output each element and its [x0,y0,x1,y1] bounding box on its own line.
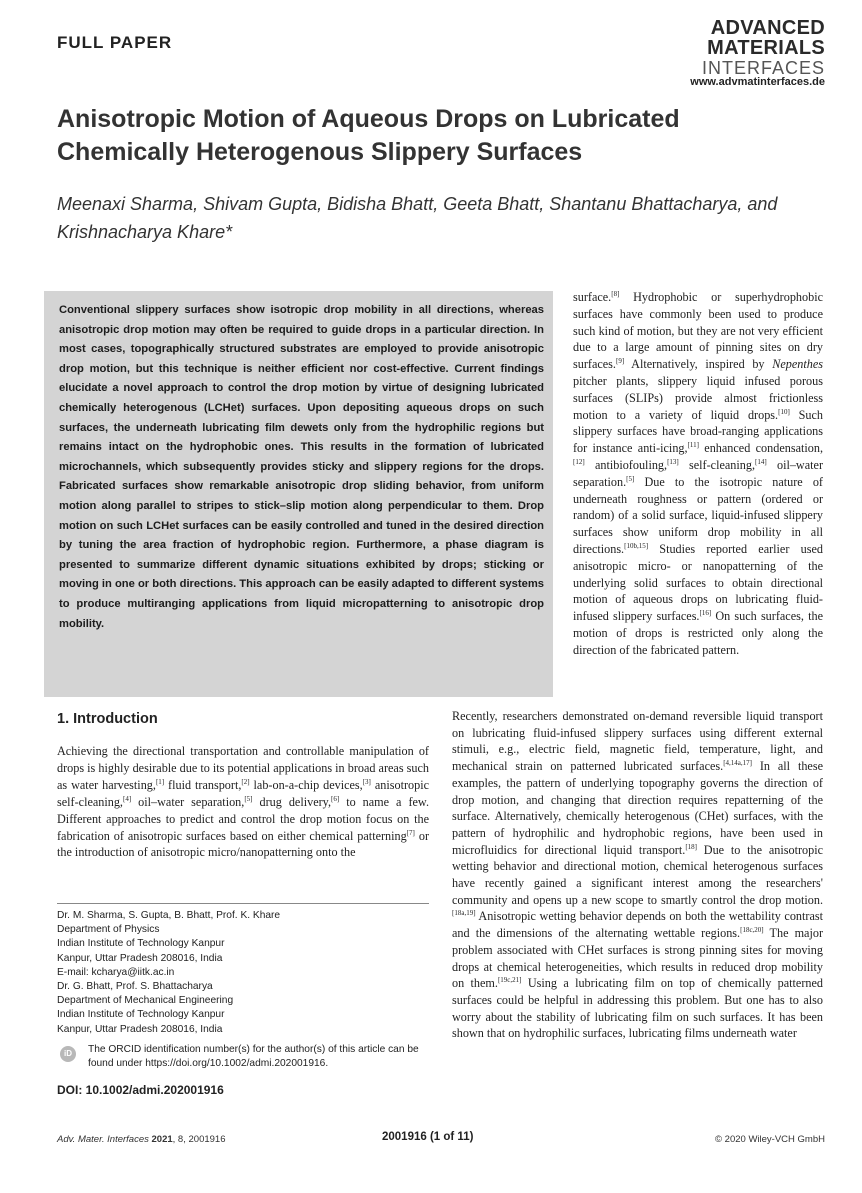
journal-logo-line2: MATERIALS [707,37,825,59]
affiliation-line: Department of Physics [57,924,160,936]
body-text-right-lower: Recently, researchers demonstrated on-demand reversible liquid transport on lubricating fluid-infused slippery surfaces using different external stimuli, e.g., electric field, magnetic field, temperature, light, and mechanical strain on patterned lubricated surfaces.[4,14a,17] In all these examples, the pattern of underlying topography governs the direction of drop motion, and changing that direction requires repatterning of the surface. Alternatively, chemically heterogenous (CHet) surfaces, with the pattern of hydrophilic and hydrophobic regions, have been used in microfluidics for directional liquid transport.[18] Due to the anisotropic wetting behavior and directional motion, chemical heterogenous surfaces have recently gained a significant interest among the researchers' community and opens up a new scope to smartly control the drop motion.[18a,19] Anisotropic wetting behavior depends on both the wettability contrast and the dimensions of the alternating wettable regions.[18c,20] The major problem associated with CHet surfaces is strong pinning sites for moving drops at chemical heterogeneities, which results in reduced drop mobility on them.[19c,21] Using a lubricating film on top of chemically patterned surfaces could be helpful in addressing this problem. But one has to also worry about the stability of lubricating film on such surfaces. It has been shown that on hydrophilic surfaces, lubricating films underneath water [452,709,824,1041]
footer-citation: Adv. Mater. Interfaces 2021, 8, 2001916 [57,1134,226,1145]
doi-link[interactable]: DOI: 10.1002/admi.202001916 [57,1083,224,1097]
journal-url[interactable]: www.advmatinterfaces.de [690,76,825,88]
journal-logo-line3: INTERFACES [701,58,825,78]
section-label: FULL PAPER [57,33,173,52]
journal-logo [640,18,825,77]
affiliation-line: Kanpur, Uttar Pradesh 208016, India [57,1023,223,1035]
affiliation-line: Indian Institute of Technology Kanpur [57,938,225,950]
body-text-right-upper: surface.[8] Hydrophobic or superhydrophobic surfaces have commonly been used to produce such kind of motion, but they are not very efficient due to a large amount of pinning sites on dry surfaces.[9] Alternatively, inspired by Nepenthes pitcher plants, slippery liquid infused porous surfaces (SLIPs) provide almost frictionless motion to a variety of liquid drops.[10] Such slippery surfaces have broad-ranging applications for instance anti-icing,[11] enhanced condensation,[12] antibiofouling,[13] self-cleaning,[14] oil–water separation.[5] Due to the isotropic nature of underneath roughness or pattern (ordered or random) of a solid surface, liquid-infused slippery surfaces show uniform drop mobility in all directions.[10b,15] Studies reported earlier used anisotropic micro- or nanopatterning of the underlying solid surfaces to obtain directional motion of aqueous drops on lubricating fluid-infused slippery surfaces.[16] On such surfaces, the motion of drops is restricted only along the direction of the fabricated pattern. [573,289,824,657]
body-text-intro: Achieving the directional transportation and controllable manipulation of drops is highly desirable due to its potential applications in broad areas such as water harvesting,[1] fluid transport,[2] lab-on-a-chip devices,[3] anisotropic self-cleaning,[4] oil–water separation,[5] drug delivery,[6] to name a few. Different approaches to predict and control the drop motion focus on the fabrication of anisotropic surfaces based on either chemical patterning[7] or the introduction of anisotropic micro/nanopatterning onto the [57,744,429,860]
affiliation-divider [57,903,429,904]
affiliation-line: Kanpur, Uttar Pradesh 208016, India [57,952,223,964]
journal-logo-line1: ADVANCED [710,17,825,39]
affiliations [57,909,429,1037]
orcid-note: The ORCID identification number(s) for the author(s) of this article can be found under https://doi.org/10.1002/admi.202001916. [88,1044,419,1070]
affiliation-line: E-mail: kcharya@iitk.ac.in [57,966,175,978]
affiliation-line: Indian Institute of Technology Kanpur [57,1009,225,1021]
article-title: Anisotropic Motion of Aqueous Drops on Lubricated Chemically Heterogenous Slippery Surfaces [57,105,680,166]
orcid-icon: iD [60,1046,76,1062]
author-list: Meenaxi Sharma, Shivam Gupta, Bidisha Bhatt, Geeta Bhatt, Shantanu Bhattacharya, and Krishnacharya Khare* [57,194,778,242]
abstract-text: Conventional slippery surfaces show isotropic drop mobility in all directions, whereas anisotropic drop motion may often be required to guide drops in a particular direction. In most cases, topographically structured substrates are employed to provide anisotropic drop motion, but this technique is neither efficient nor cost-effective. Current findings elucidate a novel approach to control the drop motion by virtue of designing lubricated chemically heterogenous (LCHet) surfaces. Upon depositing aqueous drops on such surfaces, the underneath lubricating film dewets only from the hydrophilic regions but remains intact on the hydrophobic ones. This results in the formation of lubricated microchannels, which subsequently provides sticky and slippery regions for the drops. Fabricated surfaces show remarkable anisotropic drop sliding behavior, from uniform motion along parallel to stripes to stick–slip motion along perpendicular to them. Drop motion on such LCHet surfaces can be easily controlled and tuned in the desired direction by tuning the area fraction of hydrophobic region. Furthermore, a phase diagram is presented to summarize different dynamic situations exhibited by drops; sticking or moving in one or both directions. This approach can be easily adapted to different systems to produce multiranging applications from liquid micropatterning to anisotropic drop mobility. [59,304,544,630]
footer-page-number: 2001916 (1 of 11) [382,1131,474,1143]
section-heading: 1. Introduction [57,711,158,727]
affiliation-line: Department of Mechanical Engineering [57,995,234,1007]
footer-copyright: © 2020 Wiley-VCH GmbH [715,1134,825,1145]
affiliation-line: Dr. G. Bhatt, Prof. S. Bhattacharya [57,981,213,993]
affiliation-line: Dr. M. Sharma, S. Gupta, B. Bhatt, Prof. K. Khare [57,910,281,921]
